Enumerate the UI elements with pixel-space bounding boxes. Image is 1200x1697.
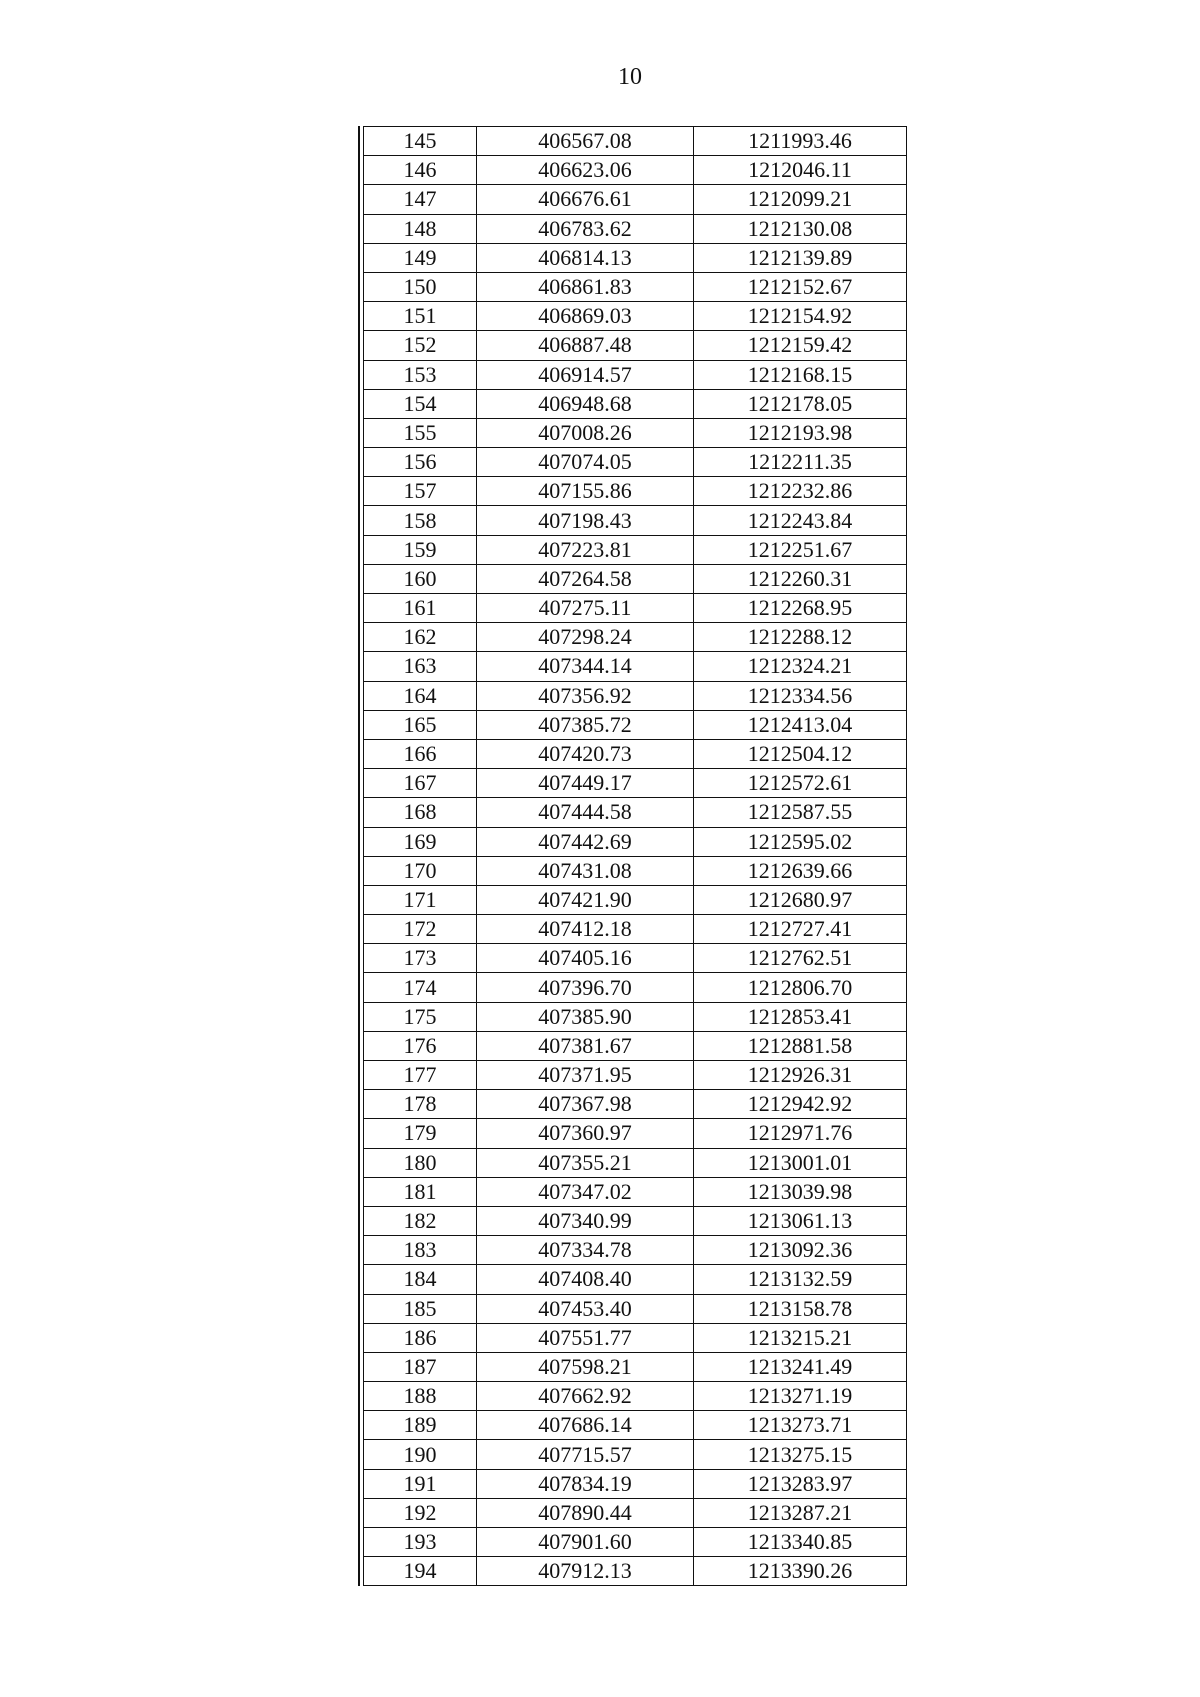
y-coordinate-cell: 1212595.02 — [694, 827, 907, 856]
table-row — [364, 156, 907, 185]
y-coordinate-cell: 1212971.76 — [694, 1119, 907, 1148]
y-coordinate-cell: 1213273.71 — [694, 1411, 907, 1440]
table-row — [364, 1498, 907, 1527]
point-number-cell: 185 — [364, 1294, 477, 1323]
y-coordinate-cell: 1212881.58 — [694, 1031, 907, 1060]
x-coordinate-cell: 407381.67 — [477, 1031, 694, 1060]
point-number-cell: 174 — [364, 973, 477, 1002]
y-coordinate-cell: 1213132.59 — [694, 1265, 907, 1294]
table-row — [364, 1119, 907, 1148]
y-coordinate-cell: 1212139.89 — [694, 243, 907, 272]
y-coordinate-cell: 1212324.21 — [694, 652, 907, 681]
point-number-cell: 170 — [364, 856, 477, 885]
table-row — [364, 1236, 907, 1265]
y-coordinate-cell: 1213001.01 — [694, 1148, 907, 1177]
y-coordinate-cell: 1213158.78 — [694, 1294, 907, 1323]
x-coordinate-cell: 406948.68 — [477, 389, 694, 418]
x-coordinate-cell: 407412.18 — [477, 915, 694, 944]
y-coordinate-cell: 1212152.67 — [694, 272, 907, 301]
point-number-cell: 193 — [364, 1528, 477, 1557]
x-coordinate-cell: 407901.60 — [477, 1528, 694, 1557]
point-number-cell: 158 — [364, 506, 477, 535]
x-coordinate-cell: 407444.58 — [477, 798, 694, 827]
x-coordinate-cell: 407715.57 — [477, 1440, 694, 1469]
y-coordinate-cell: 1212727.41 — [694, 915, 907, 944]
table-row — [364, 477, 907, 506]
point-number-cell: 147 — [364, 185, 477, 214]
point-number-cell: 145 — [364, 127, 477, 156]
y-coordinate-cell: 1213283.97 — [694, 1469, 907, 1498]
table-row — [364, 1440, 907, 1469]
y-coordinate-cell: 1213061.13 — [694, 1206, 907, 1235]
x-coordinate-cell: 407912.13 — [477, 1557, 694, 1586]
y-coordinate-cell: 1213287.21 — [694, 1498, 907, 1527]
x-coordinate-cell: 407360.97 — [477, 1119, 694, 1148]
point-number-cell: 150 — [364, 272, 477, 301]
y-coordinate-cell: 1212211.35 — [694, 448, 907, 477]
point-number-cell: 173 — [364, 944, 477, 973]
point-number-cell: 166 — [364, 739, 477, 768]
x-coordinate-cell: 406861.83 — [477, 272, 694, 301]
table-row — [364, 944, 907, 973]
x-coordinate-cell: 407198.43 — [477, 506, 694, 535]
table-row — [364, 1352, 907, 1381]
table-row — [364, 243, 907, 272]
table-row — [364, 1469, 907, 1498]
x-coordinate-cell: 407598.21 — [477, 1352, 694, 1381]
table-row — [364, 360, 907, 389]
y-coordinate-cell: 1212572.61 — [694, 769, 907, 798]
x-coordinate-cell: 407008.26 — [477, 418, 694, 447]
y-coordinate-cell: 1212762.51 — [694, 944, 907, 973]
y-coordinate-cell: 1212504.12 — [694, 739, 907, 768]
y-coordinate-cell: 1212926.31 — [694, 1061, 907, 1090]
table-row — [364, 1557, 907, 1586]
point-number-cell: 168 — [364, 798, 477, 827]
table-row — [364, 448, 907, 477]
y-coordinate-cell: 1212288.12 — [694, 623, 907, 652]
x-coordinate-cell: 406914.57 — [477, 360, 694, 389]
point-number-cell: 159 — [364, 535, 477, 564]
table-row — [364, 915, 907, 944]
x-coordinate-cell: 407834.19 — [477, 1469, 694, 1498]
table-row — [364, 594, 907, 623]
y-coordinate-cell: 1212413.04 — [694, 710, 907, 739]
x-coordinate-cell: 406814.13 — [477, 243, 694, 272]
table-row — [364, 127, 907, 156]
table-row — [364, 1148, 907, 1177]
table-row — [364, 856, 907, 885]
point-number-cell: 156 — [364, 448, 477, 477]
x-coordinate-cell: 407155.86 — [477, 477, 694, 506]
y-coordinate-cell: 1213275.15 — [694, 1440, 907, 1469]
x-coordinate-cell: 407453.40 — [477, 1294, 694, 1323]
y-coordinate-cell: 1211993.46 — [694, 127, 907, 156]
y-coordinate-cell: 1212639.66 — [694, 856, 907, 885]
page-number: 10 — [618, 64, 642, 90]
point-number-cell: 175 — [364, 1002, 477, 1031]
coordinate-table-container — [358, 126, 909, 1586]
point-number-cell: 163 — [364, 652, 477, 681]
x-coordinate-cell: 407408.40 — [477, 1265, 694, 1294]
coordinate-table — [363, 126, 907, 1586]
point-number-cell: 191 — [364, 1469, 477, 1498]
point-number-cell: 149 — [364, 243, 477, 272]
x-coordinate-cell: 406869.03 — [477, 302, 694, 331]
y-coordinate-cell: 1212260.31 — [694, 564, 907, 593]
y-coordinate-cell: 1212334.56 — [694, 681, 907, 710]
x-coordinate-cell: 406783.62 — [477, 214, 694, 243]
table-row — [364, 1031, 907, 1060]
y-coordinate-cell: 1212680.97 — [694, 885, 907, 914]
x-coordinate-cell: 407275.11 — [477, 594, 694, 623]
y-coordinate-cell: 1212853.41 — [694, 1002, 907, 1031]
point-number-cell: 180 — [364, 1148, 477, 1177]
point-number-cell: 192 — [364, 1498, 477, 1527]
y-coordinate-cell: 1213039.98 — [694, 1177, 907, 1206]
table-row — [364, 623, 907, 652]
point-number-cell: 172 — [364, 915, 477, 944]
y-coordinate-cell: 1212942.92 — [694, 1090, 907, 1119]
y-coordinate-cell: 1213271.19 — [694, 1382, 907, 1411]
y-coordinate-cell: 1212168.15 — [694, 360, 907, 389]
y-coordinate-cell: 1212178.05 — [694, 389, 907, 418]
y-coordinate-cell: 1212587.55 — [694, 798, 907, 827]
table-row — [364, 739, 907, 768]
table-row — [364, 418, 907, 447]
x-coordinate-cell: 407344.14 — [477, 652, 694, 681]
table-row — [364, 331, 907, 360]
point-number-cell: 154 — [364, 389, 477, 418]
y-coordinate-cell: 1213241.49 — [694, 1352, 907, 1381]
table-row — [364, 1206, 907, 1235]
y-coordinate-cell: 1212099.21 — [694, 185, 907, 214]
x-coordinate-cell: 407074.05 — [477, 448, 694, 477]
x-coordinate-cell: 407223.81 — [477, 535, 694, 564]
y-coordinate-cell: 1212159.42 — [694, 331, 907, 360]
y-coordinate-cell: 1212232.86 — [694, 477, 907, 506]
point-number-cell: 146 — [364, 156, 477, 185]
table-row — [364, 1061, 907, 1090]
table-row — [364, 827, 907, 856]
point-number-cell: 162 — [364, 623, 477, 652]
point-number-cell: 194 — [364, 1557, 477, 1586]
x-coordinate-cell: 407371.95 — [477, 1061, 694, 1090]
x-coordinate-cell: 406567.08 — [477, 127, 694, 156]
point-number-cell: 182 — [364, 1206, 477, 1235]
table-row — [364, 185, 907, 214]
point-number-cell: 153 — [364, 360, 477, 389]
x-coordinate-cell: 407420.73 — [477, 739, 694, 768]
table-row — [364, 389, 907, 418]
table-row — [364, 302, 907, 331]
table-row — [364, 769, 907, 798]
x-coordinate-cell: 407298.24 — [477, 623, 694, 652]
y-coordinate-cell: 1212046.11 — [694, 156, 907, 185]
table-row — [364, 710, 907, 739]
point-number-cell: 186 — [364, 1323, 477, 1352]
y-coordinate-cell: 1213340.85 — [694, 1528, 907, 1557]
y-coordinate-cell: 1212243.84 — [694, 506, 907, 535]
x-coordinate-cell: 407355.21 — [477, 1148, 694, 1177]
point-number-cell: 167 — [364, 769, 477, 798]
point-number-cell: 164 — [364, 681, 477, 710]
table-row — [364, 885, 907, 914]
x-coordinate-cell: 407431.08 — [477, 856, 694, 885]
x-coordinate-cell: 407340.99 — [477, 1206, 694, 1235]
table-row — [364, 1411, 907, 1440]
point-number-cell: 176 — [364, 1031, 477, 1060]
x-coordinate-cell: 407385.90 — [477, 1002, 694, 1031]
x-coordinate-cell: 407367.98 — [477, 1090, 694, 1119]
table-row — [364, 1090, 907, 1119]
x-coordinate-cell: 407264.58 — [477, 564, 694, 593]
y-coordinate-cell: 1213215.21 — [694, 1323, 907, 1352]
y-coordinate-cell: 1212251.67 — [694, 535, 907, 564]
x-coordinate-cell: 407890.44 — [477, 1498, 694, 1527]
y-coordinate-cell: 1213092.36 — [694, 1236, 907, 1265]
point-number-cell: 183 — [364, 1236, 477, 1265]
x-coordinate-cell: 407421.90 — [477, 885, 694, 914]
y-coordinate-cell: 1212154.92 — [694, 302, 907, 331]
x-coordinate-cell: 407396.70 — [477, 973, 694, 1002]
x-coordinate-cell: 407686.14 — [477, 1411, 694, 1440]
table-row — [364, 535, 907, 564]
point-number-cell: 155 — [364, 418, 477, 447]
y-coordinate-cell: 1212806.70 — [694, 973, 907, 1002]
x-coordinate-cell: 406676.61 — [477, 185, 694, 214]
point-number-cell: 178 — [364, 1090, 477, 1119]
table-row — [364, 214, 907, 243]
y-coordinate-cell: 1212268.95 — [694, 594, 907, 623]
point-number-cell: 181 — [364, 1177, 477, 1206]
point-number-cell: 169 — [364, 827, 477, 856]
table-row — [364, 564, 907, 593]
table-row — [364, 1265, 907, 1294]
point-number-cell: 157 — [364, 477, 477, 506]
point-number-cell: 179 — [364, 1119, 477, 1148]
point-number-cell: 189 — [364, 1411, 477, 1440]
table-row — [364, 272, 907, 301]
x-coordinate-cell: 407356.92 — [477, 681, 694, 710]
x-coordinate-cell: 407385.72 — [477, 710, 694, 739]
point-number-cell: 177 — [364, 1061, 477, 1090]
table-row — [364, 506, 907, 535]
table-row — [364, 1002, 907, 1031]
x-coordinate-cell: 407334.78 — [477, 1236, 694, 1265]
table-row — [364, 1294, 907, 1323]
table-row — [364, 1382, 907, 1411]
x-coordinate-cell: 407347.02 — [477, 1177, 694, 1206]
y-coordinate-cell: 1212193.98 — [694, 418, 907, 447]
table-row — [364, 652, 907, 681]
y-coordinate-cell: 1212130.08 — [694, 214, 907, 243]
point-number-cell: 152 — [364, 331, 477, 360]
point-number-cell: 161 — [364, 594, 477, 623]
coordinate-table-body — [364, 127, 907, 1586]
point-number-cell: 188 — [364, 1382, 477, 1411]
x-coordinate-cell: 406623.06 — [477, 156, 694, 185]
x-coordinate-cell: 407551.77 — [477, 1323, 694, 1352]
x-coordinate-cell: 407442.69 — [477, 827, 694, 856]
point-number-cell: 151 — [364, 302, 477, 331]
point-number-cell: 160 — [364, 564, 477, 593]
table-row — [364, 681, 907, 710]
table-row — [364, 973, 907, 1002]
y-coordinate-cell: 1213390.26 — [694, 1557, 907, 1586]
table-row — [364, 1177, 907, 1206]
point-number-cell: 190 — [364, 1440, 477, 1469]
table-row — [364, 798, 907, 827]
point-number-cell: 187 — [364, 1352, 477, 1381]
x-coordinate-cell: 407405.16 — [477, 944, 694, 973]
point-number-cell: 171 — [364, 885, 477, 914]
x-coordinate-cell: 406887.48 — [477, 331, 694, 360]
point-number-cell: 165 — [364, 710, 477, 739]
table-row — [364, 1528, 907, 1557]
x-coordinate-cell: 407449.17 — [477, 769, 694, 798]
table-row — [364, 1323, 907, 1352]
point-number-cell: 184 — [364, 1265, 477, 1294]
point-number-cell: 148 — [364, 214, 477, 243]
x-coordinate-cell: 407662.92 — [477, 1382, 694, 1411]
